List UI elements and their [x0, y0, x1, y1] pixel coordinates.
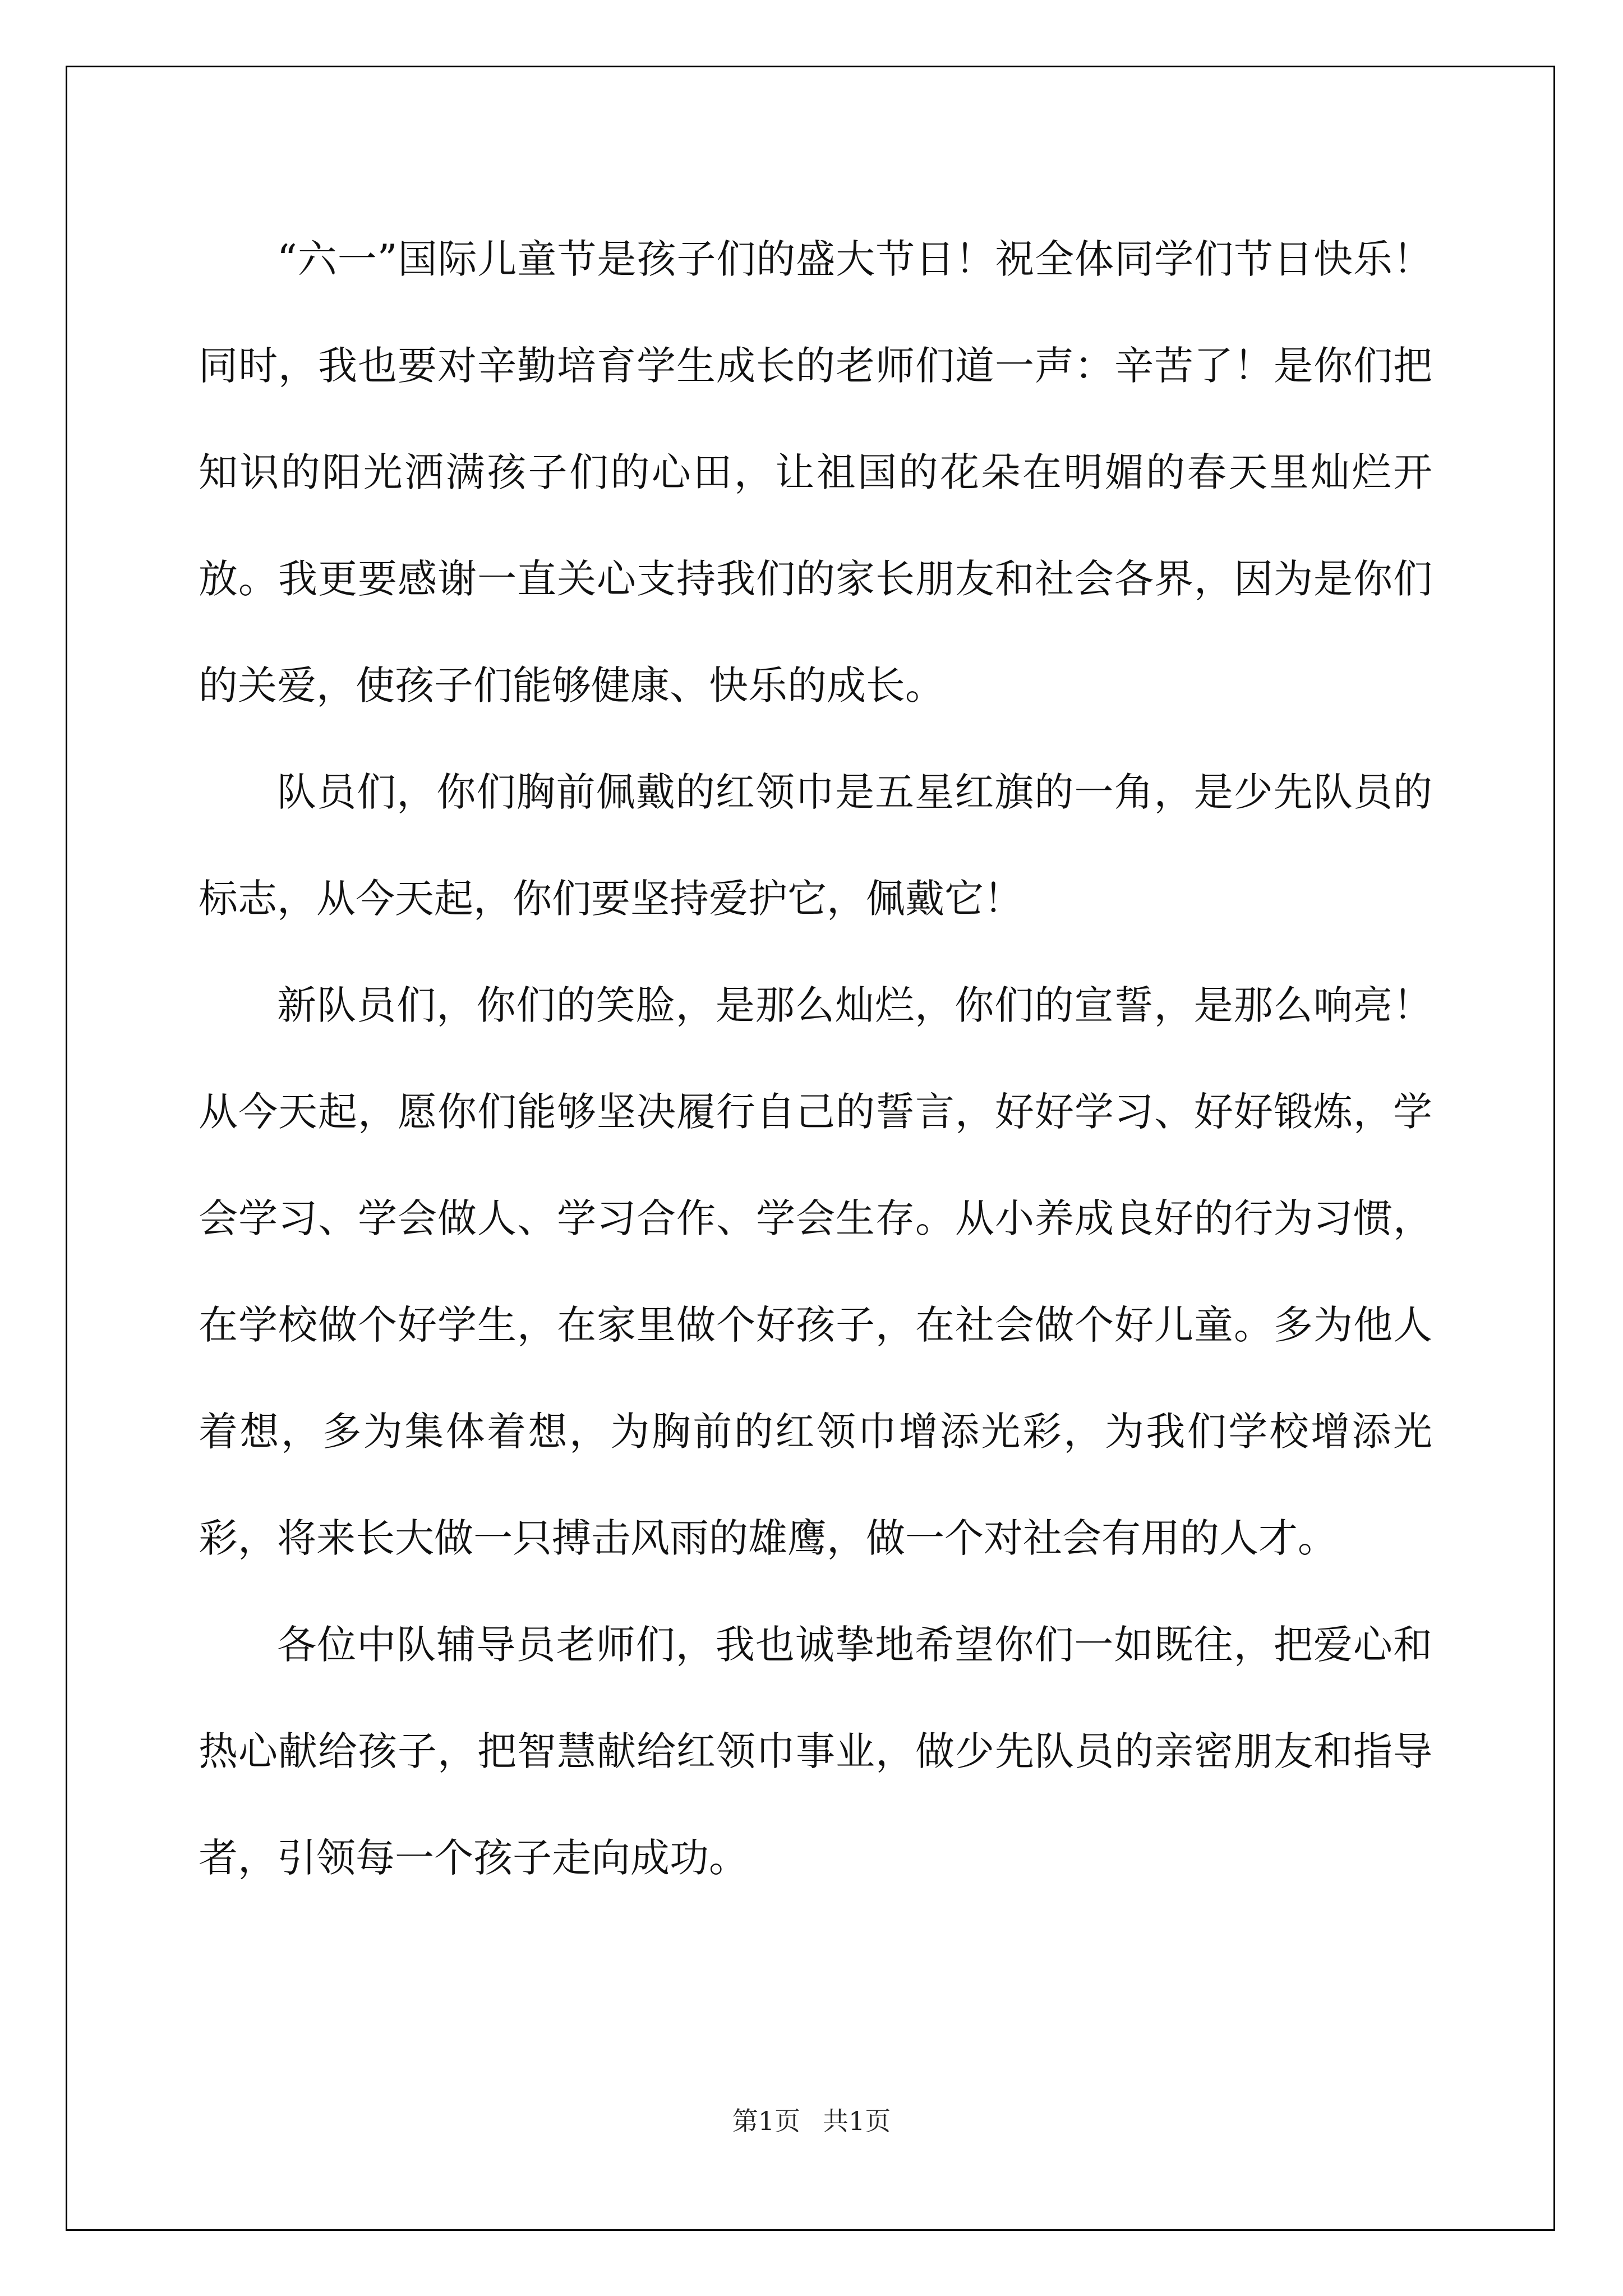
- page-total: 共1页: [823, 2106, 891, 2136]
- paragraph-4: 各位中队辅导员老师们，我也诚挚地希望你们一如既往，把爱心和热心献给孩子，把智慧献给红领巾事业，做少先队员的亲密朋友和指导者，引领每一个孩子走向成功。: [199, 1622, 1432, 1881]
- page-number: 第1页: [732, 2106, 800, 2136]
- paragraph-3: 新队员们，你们的笑脸，是那么灿烂，你们的宣誓，是那么响亮！从今天起，愿你们能够坚决履行自己的誓言，好好学习、好好锻炼，学会学习、学会做人、学习合作、学会生存。从小养成良好的行为习惯，在学校做个好学生，在家里做个好孩子，在社会做个好儿童。多为他人着想，多为集体着想，为胸前的红领巾增添光彩，为我们学校增添光彩，将来长大做一只搏击风雨的雄鹰，做一个对社会有用的人才。: [199, 982, 1432, 1561]
- paragraph-1: “六一”国际儿童节是孩子们的盛大节日！祝全体同学们节日快乐！同时，我也要对辛勤培育学生成长的老师们道一声：辛苦了！是你们把知识的阳光洒满孩子们的心田，让祖国的花朵在明媚的春天里灿烂开放。我更要感谢一直关心支持我们的家长朋友和社会各界，因为是你们的关爱，使孩子们能够健康、快乐的成长。: [199, 236, 1432, 708]
- paragraph-2: 队员们，你们胸前佩戴的红领巾是五星红旗的一角，是少先队员的标志，从今天起，你们要坚持爱护它，佩戴它！: [199, 769, 1432, 922]
- document-body: [199, 206, 1432, 1911]
- page-footer: [0, 2101, 1623, 2138]
